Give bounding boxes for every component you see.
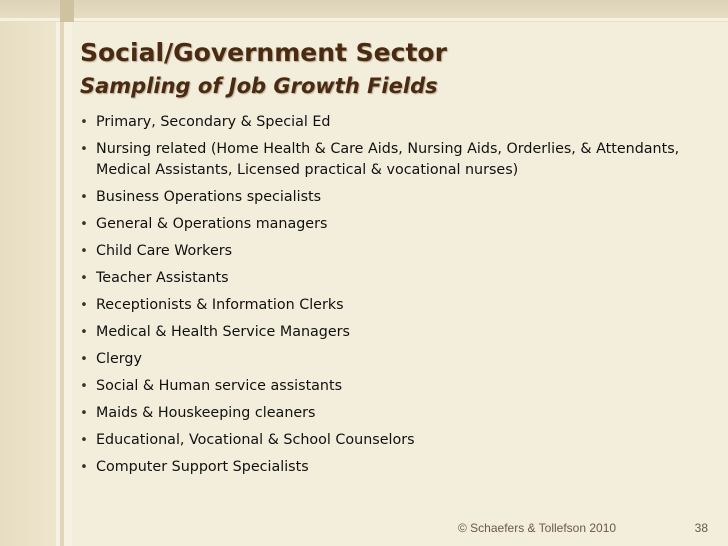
bullet-icon: • bbox=[80, 325, 88, 340]
bullet-text: Nursing related (Home Health & Care Aids, Nursing Aids, Orderlies, & Attendants, Medical Assistants, Licensed practical & vocational nurses) bbox=[96, 141, 680, 178]
top-decorative-notch bbox=[60, 0, 74, 22]
bullet-text: Business Operations specialists bbox=[96, 189, 322, 205]
bullet-icon: • bbox=[80, 244, 88, 259]
footer-copyright: © Schaefers & Tollefson 2010 bbox=[458, 521, 617, 535]
bullet-text: Clergy bbox=[96, 351, 142, 367]
bullet-item bbox=[78, 349, 698, 370]
bullet-item bbox=[78, 430, 698, 451]
bullet-item bbox=[78, 403, 698, 424]
bullet-item bbox=[78, 187, 698, 208]
bullet-item bbox=[78, 322, 698, 343]
bullet-icon: • bbox=[80, 406, 88, 421]
bullet-icon: • bbox=[80, 142, 88, 157]
bullet-text: Maids & Houskeeping cleaners bbox=[96, 405, 316, 421]
bullet-icon: • bbox=[80, 379, 88, 394]
bullet-list bbox=[78, 112, 698, 484]
bullet-text: Computer Support Specialists bbox=[96, 459, 309, 475]
bullet-icon: • bbox=[80, 298, 88, 313]
bullet-text: Child Care Workers bbox=[96, 243, 233, 259]
bullet-icon: • bbox=[80, 217, 88, 232]
bullet-item bbox=[78, 457, 698, 478]
bullet-item bbox=[78, 112, 698, 133]
bullet-icon: • bbox=[80, 271, 88, 286]
left-decorative-line bbox=[60, 0, 64, 546]
bullet-item bbox=[78, 241, 698, 262]
bullet-text: General & Operations managers bbox=[96, 216, 328, 232]
bullet-text: Primary, Secondary & Special Ed bbox=[96, 114, 331, 130]
bullet-text: Receptionists & Information Clerks bbox=[96, 297, 344, 313]
bullet-item bbox=[78, 139, 698, 181]
page-number: 38 bbox=[694, 521, 708, 535]
bullet-text: Social & Human service assistants bbox=[96, 378, 343, 394]
bullet-icon: • bbox=[80, 352, 88, 367]
bullet-text: Medical & Health Service Managers bbox=[96, 324, 351, 340]
bullet-icon: • bbox=[80, 433, 88, 448]
bullet-item bbox=[78, 376, 698, 397]
bullet-text: Educational, Vocational & School Counselors bbox=[96, 432, 415, 448]
slide-title: Social/Government Sector bbox=[80, 38, 447, 67]
bullet-icon: • bbox=[80, 460, 88, 475]
bullet-item bbox=[78, 295, 698, 316]
bullet-text: Teacher Assistants bbox=[96, 270, 229, 286]
bullet-item bbox=[78, 214, 698, 235]
left-decorative-stripe bbox=[56, 0, 72, 546]
bullet-item bbox=[78, 268, 698, 289]
top-decorative-line bbox=[0, 18, 728, 21]
slide-subtitle: Sampling of Job Growth Fields bbox=[80, 74, 438, 98]
bullet-icon: • bbox=[80, 115, 88, 130]
bullet-icon: • bbox=[80, 190, 88, 205]
